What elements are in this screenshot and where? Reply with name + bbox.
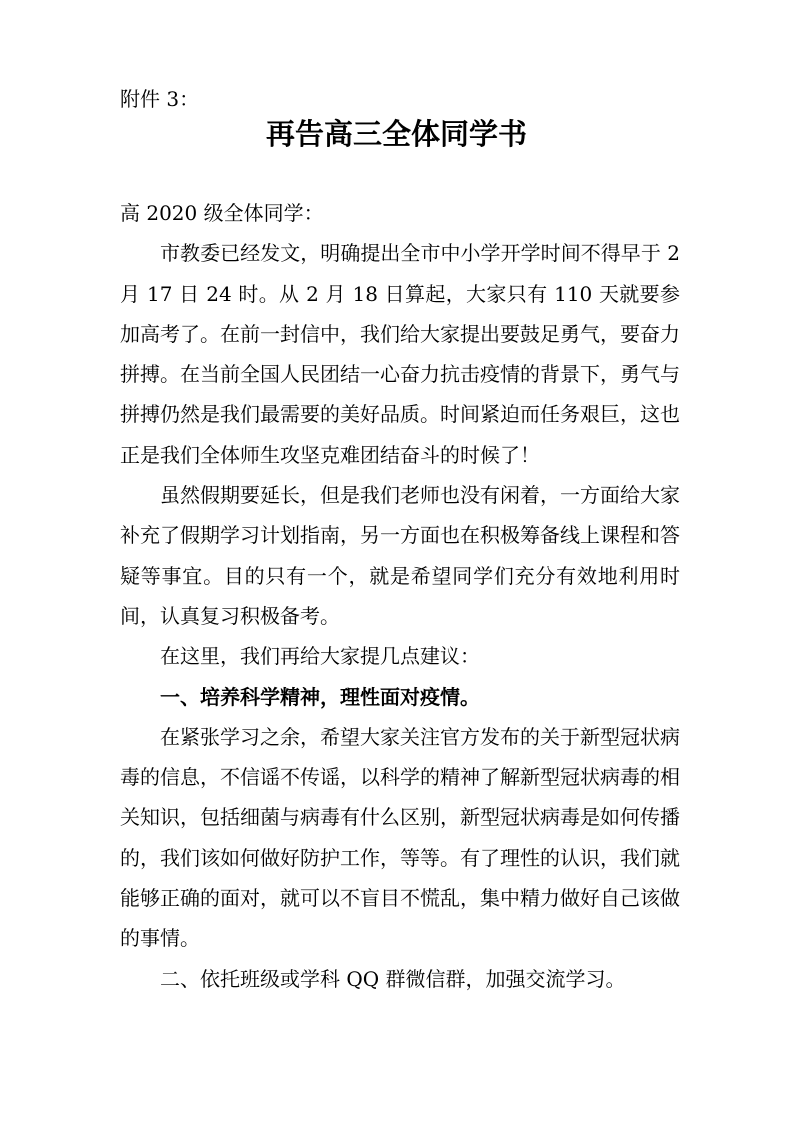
attachment-label: 附件 3： bbox=[120, 87, 200, 111]
paragraph-suggestions-intro: 在这里，我们再给大家提几点建议： bbox=[160, 644, 480, 669]
paragraph-preparation: 虽然假期要延长，但是我们老师也没有闲着，一方面给大家补充了假期学习计划指南，另一方面也在积极筹备线上课程和答疑等事宜。目的只有一个，就是希望同学们充分有效地利用时间，认真复习积极备考。 bbox=[120, 483, 680, 628]
section-1-heading: 一、培养科学精神，理性面对疫情。 bbox=[160, 684, 480, 709]
paragraph-intro: 市教委已经发文，明确提出全市中小学开学时间不得早于 2 月 17 日 24 时。从 2 月 18 日算起，大家只有 110 天就要参加高考了。在前一封信中，我们给大家提出要鼓足勇气，要奋力拼搏。在当前全国人民团结一心奋力抗击疫情的背景下，勇气与拼搏仍然是我们最需要的美好品质。时间紧迫而任务艰巨，这也正是我们全体师生攻坚克难团结奋斗的时候了！ bbox=[120, 241, 680, 467]
letter-body bbox=[120, 193, 680, 999]
section-2-heading: 二、依托班级或学科 QQ 群微信群，加强交流学习。 bbox=[160, 966, 626, 991]
section-1-text: 在紧张学习之余，希望大家关注官方发布的关于新型冠状病毒的信息，不信谣不传谣，以科学的精神了解新型冠状病毒的相关知识，包括细菌与病毒有什么区别，新型冠状病毒是如何传播的，我们该如何做好防护工作，等等。有了理性的认识，我们就能够正确的面对，就可以不盲目不慌乱，集中精力做好自己该做的事情。 bbox=[120, 724, 680, 951]
salutation: 高 2020 级全体同学： bbox=[120, 201, 324, 225]
document-title: 再告高三全体同学书 bbox=[265, 117, 527, 151]
